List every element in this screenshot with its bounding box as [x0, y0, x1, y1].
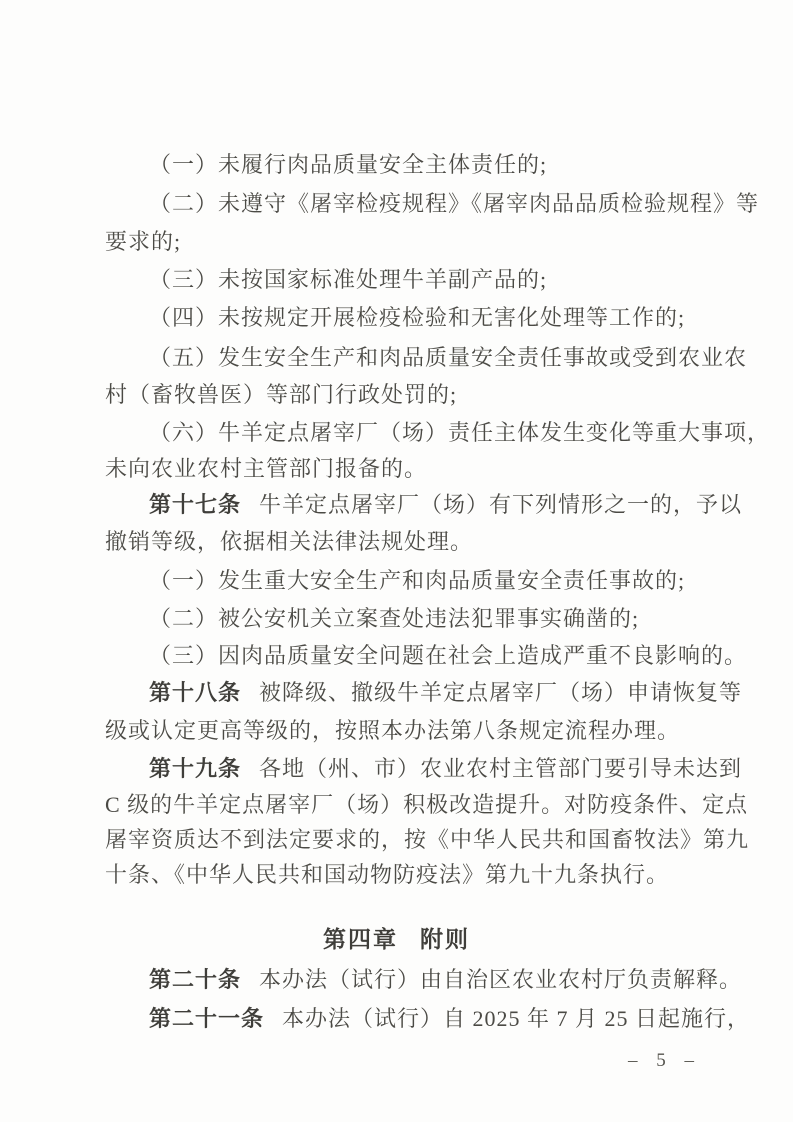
document-line: C 级的牛羊定点屠宰厂（场）积极改造提升。对防疫条件、定点 — [105, 792, 749, 817]
document-line: （二）被公安机关立案查处违法犯罪事实确凿的; — [149, 606, 640, 631]
document-line: 村（畜牧兽医）等部门行政处罚的; — [105, 382, 458, 407]
document-line: （一）发生重大安全生产和肉品质量安全责任事故的; — [149, 568, 686, 593]
article-number-term: 第二十条 — [149, 967, 242, 992]
article-number-term: 第十九条 — [149, 756, 242, 781]
document-line-article-20 — [149, 965, 742, 995]
document-line: （二）未遵守《屠宰检疫规程》《屠宰肉品品质检验规程》等 — [149, 191, 760, 216]
document-line-article-18 — [149, 678, 742, 708]
document-line: （一）未履行肉品质量安全主体责任的; — [149, 152, 548, 177]
document-line: 屠宰资质达不到法定要求的，按《中华人民共和国畜牧法》第九 — [105, 827, 750, 852]
page-number: – 5 – — [628, 1050, 701, 1071]
document-line: （三）未按国家标准处理牛羊副产品的; — [149, 267, 548, 292]
line-text: 牛羊定点屠宰厂（场）有下列情形之一的，予以 — [259, 492, 743, 517]
document-line: （三）因肉品质量安全问题在社会上造成严重不良影响的。 — [149, 643, 748, 668]
article-number-term: 第十七条 — [149, 492, 242, 517]
document-line: 级或认定更高等级的，按照本办法第八条规定流程办理。 — [105, 718, 681, 743]
chapter-number: 第四章 — [323, 927, 398, 952]
line-text: 本办法（试行）由自治区农业农村厅负责解释。 — [259, 967, 743, 992]
line-text: 本办法（试行）自 2025 年 7 月 25 日起施行， — [282, 1006, 751, 1031]
document-line-article-19 — [149, 754, 742, 784]
line-text: 被降级、撤级牛羊定点屠宰厂（场）申请恢复等 — [259, 680, 743, 705]
chapter-heading — [0, 921, 793, 954]
article-number-term: 第十八条 — [149, 680, 242, 705]
chapter-title: 附则 — [420, 927, 470, 952]
document-line: 未向农业农村主管部门报备的。 — [105, 456, 428, 481]
document-line: 十条、《中华人民共和国动物防疫法》第九十九条执行。 — [105, 862, 670, 887]
document-line: 撤销等级，依据相关法律法规处理。 — [105, 529, 474, 554]
document-line: 要求的; — [105, 229, 182, 254]
document-line-article-21 — [149, 1004, 750, 1034]
line-text: 各地（州、市）农业农村主管部门要引导未达到 — [259, 756, 743, 781]
document-line: （四）未按规定开展检疫检验和无害化处理等工作的; — [149, 305, 686, 330]
document-line: （五）发生安全生产和肉品质量安全责任事故或受到农业农 — [149, 345, 748, 370]
article-number-term: 第二十一条 — [149, 1006, 265, 1031]
document-line: （六）牛羊定点屠宰厂（场）责任主体发生变化等重大事项， — [149, 420, 771, 445]
document-line-article-17 — [149, 490, 742, 520]
